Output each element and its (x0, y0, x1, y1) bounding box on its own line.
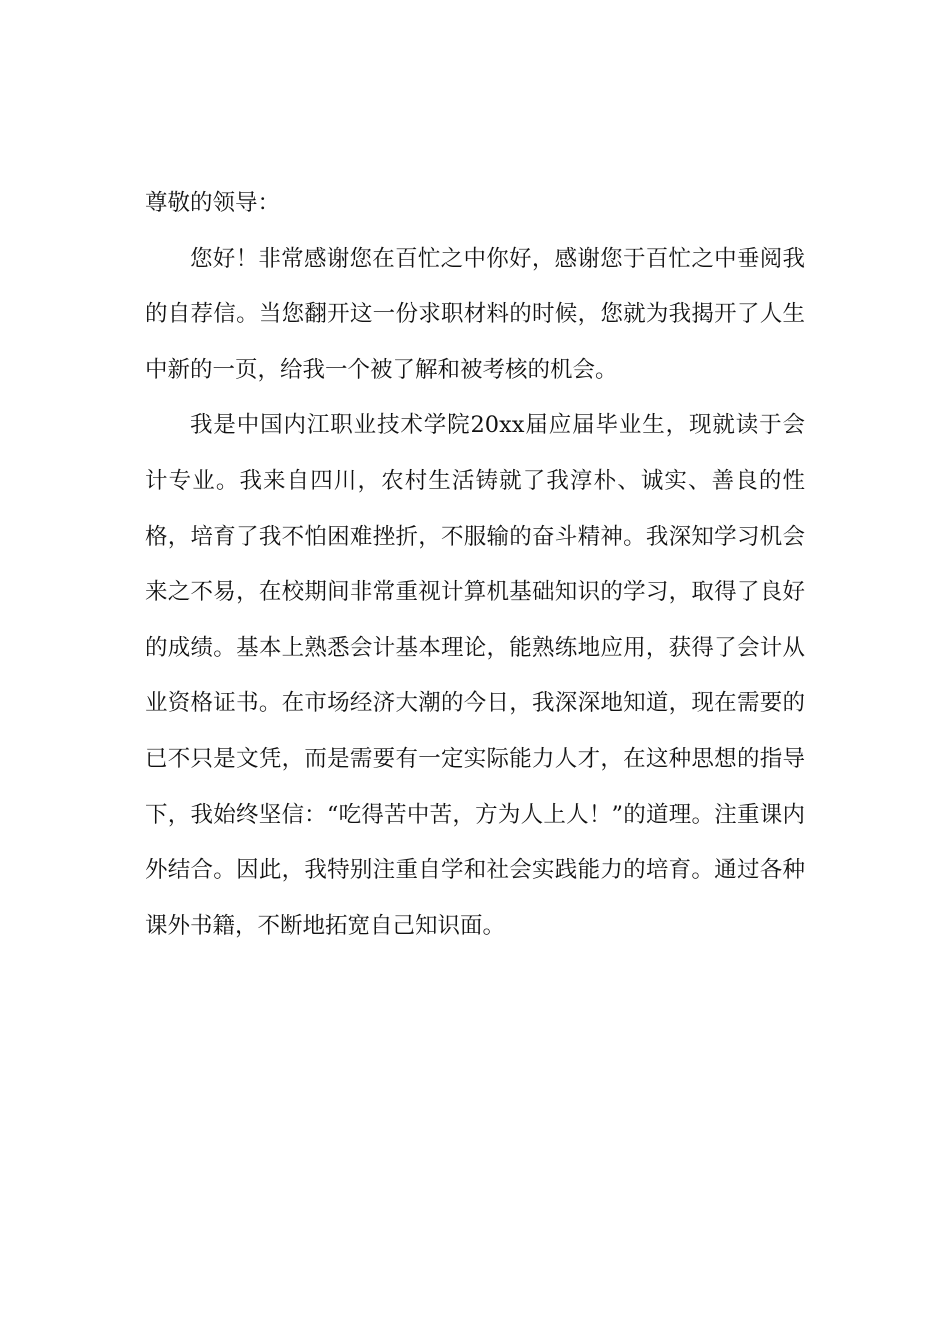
salutation: 尊敬的领导： (145, 190, 281, 216)
paragraph-introduction: 我是中国内江职业技术学院20xx届应届毕业生，现就读于会计专业。我来自四川，农村生活铸就了我淳朴、诚实、善良的性格，培育了我不怕困难挫折，不服输的奋斗精神。我深知学习机会来之不易，在校期间非常重视计算机基础知识的学习，取得了良好的成绩。基本上熟悉会计基本理论，能熟练地应用，获得了会计从业资格证书。在市场经济大潮的今日，我深深地知道，现在需要的已不只是文凭，而是需要有一定实际能力人才，在这种思想的指导下，我始终坚信：“吃得苦中苦，方为人上人！”的道理。注重课内外结合。因此，我特别注重自学和社会实践能力的培育。通过各种课外书籍，不断地拓宽自己知识面。 (145, 412, 805, 939)
letter-body (145, 176, 805, 954)
paragraph-greeting: 您好！非常感谢您在百忙之中你好，感谢您于百忙之中垂阅我的自荐信。当您翻开这一份求职材料的时候，您就为我揭开了人生中新的一页，给我一个被了解和被考核的机会。 (145, 245, 805, 383)
